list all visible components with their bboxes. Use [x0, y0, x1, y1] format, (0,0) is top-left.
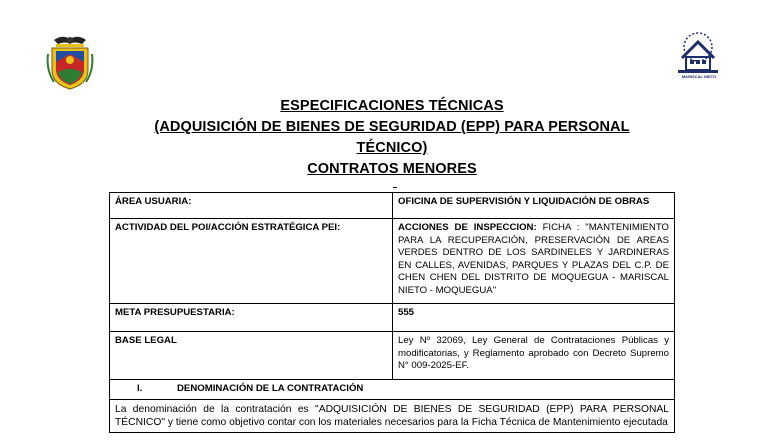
section-heading: [110, 380, 675, 400]
specifications-table: [109, 192, 675, 433]
activity-value-text: FICHA : "MANTENIMIENTO PARA LA RECUPERACIÓN, PRESERVACIÓN DE AREAS VERDES DENTRO DE LOS SARDINELES Y JARDINERAS EN CALLES, AVENIDAS, PARQUES Y PLAZAS DEL C.P. DE CHEN CHEN DEL DISTRITO DE MOQUEGUA - MARISCAL NIETO - MOQUEGUA": [398, 222, 669, 296]
title-line-1: ESPECIFICACIONES TÉCNICAS: [280, 98, 504, 114]
section-paragraph: La denominación de la contratación es "ADQUISICIÓN DE BIENES DE SEGURIDAD (EPP) PARA PERSONAL TÉCNICO" y tiene como objetivo contar con los materiales necesarios para la Ficha Técnica de Mantenimiento ejecutada: [110, 399, 675, 432]
legal-value: Ley Nº 32069, Ley General de Contrataciones Públicas y modificatorias, y Reglamento aprobado con Decreto Supremo N° 009-2025-EF.: [393, 332, 675, 380]
area-value: OFICINA DE SUPERVISIÓN Y LIQUIDACIÓN DE OBRAS: [393, 193, 675, 219]
table-row: [110, 380, 675, 400]
activity-value-lead: ACCIONES DE INSPECCION:: [398, 222, 537, 233]
table-row: [110, 399, 675, 432]
activity-label: ACTIVIDAD DEL POI/ACCIÓN ESTRATÉGICA PEI:: [110, 219, 393, 304]
municipal-house-logo-icon: [674, 30, 722, 76]
table-row: [110, 332, 675, 380]
section-number: I.: [137, 383, 143, 394]
activity-value: [393, 219, 675, 304]
municipal-logo-caption: MARISCAL NIETO: [681, 74, 717, 79]
meta-value: 555: [393, 304, 675, 332]
table-row: [110, 219, 675, 304]
section-title: DENOMINACIÓN DE LA CONTRATACIÓN: [177, 383, 364, 394]
table-row: [110, 193, 675, 219]
title-line-2: (ADQUISICIÓN DE BIENES DE SEGURIDAD (EPP) PARA PERSONAL: [154, 119, 630, 135]
document-title: [0, 96, 784, 180]
area-label: ÁREA USUARIA:: [110, 193, 393, 219]
meta-label: META PRESUPUESTARIA:: [110, 304, 393, 332]
separator-dash: [393, 187, 397, 188]
regional-government-crest-icon: [44, 32, 96, 92]
title-line-3: TÉCNICO): [356, 140, 428, 156]
table-row: [110, 304, 675, 332]
title-line-4: CONTRATOS MENORES: [307, 161, 477, 177]
legal-label: BASE LEGAL: [110, 332, 393, 380]
